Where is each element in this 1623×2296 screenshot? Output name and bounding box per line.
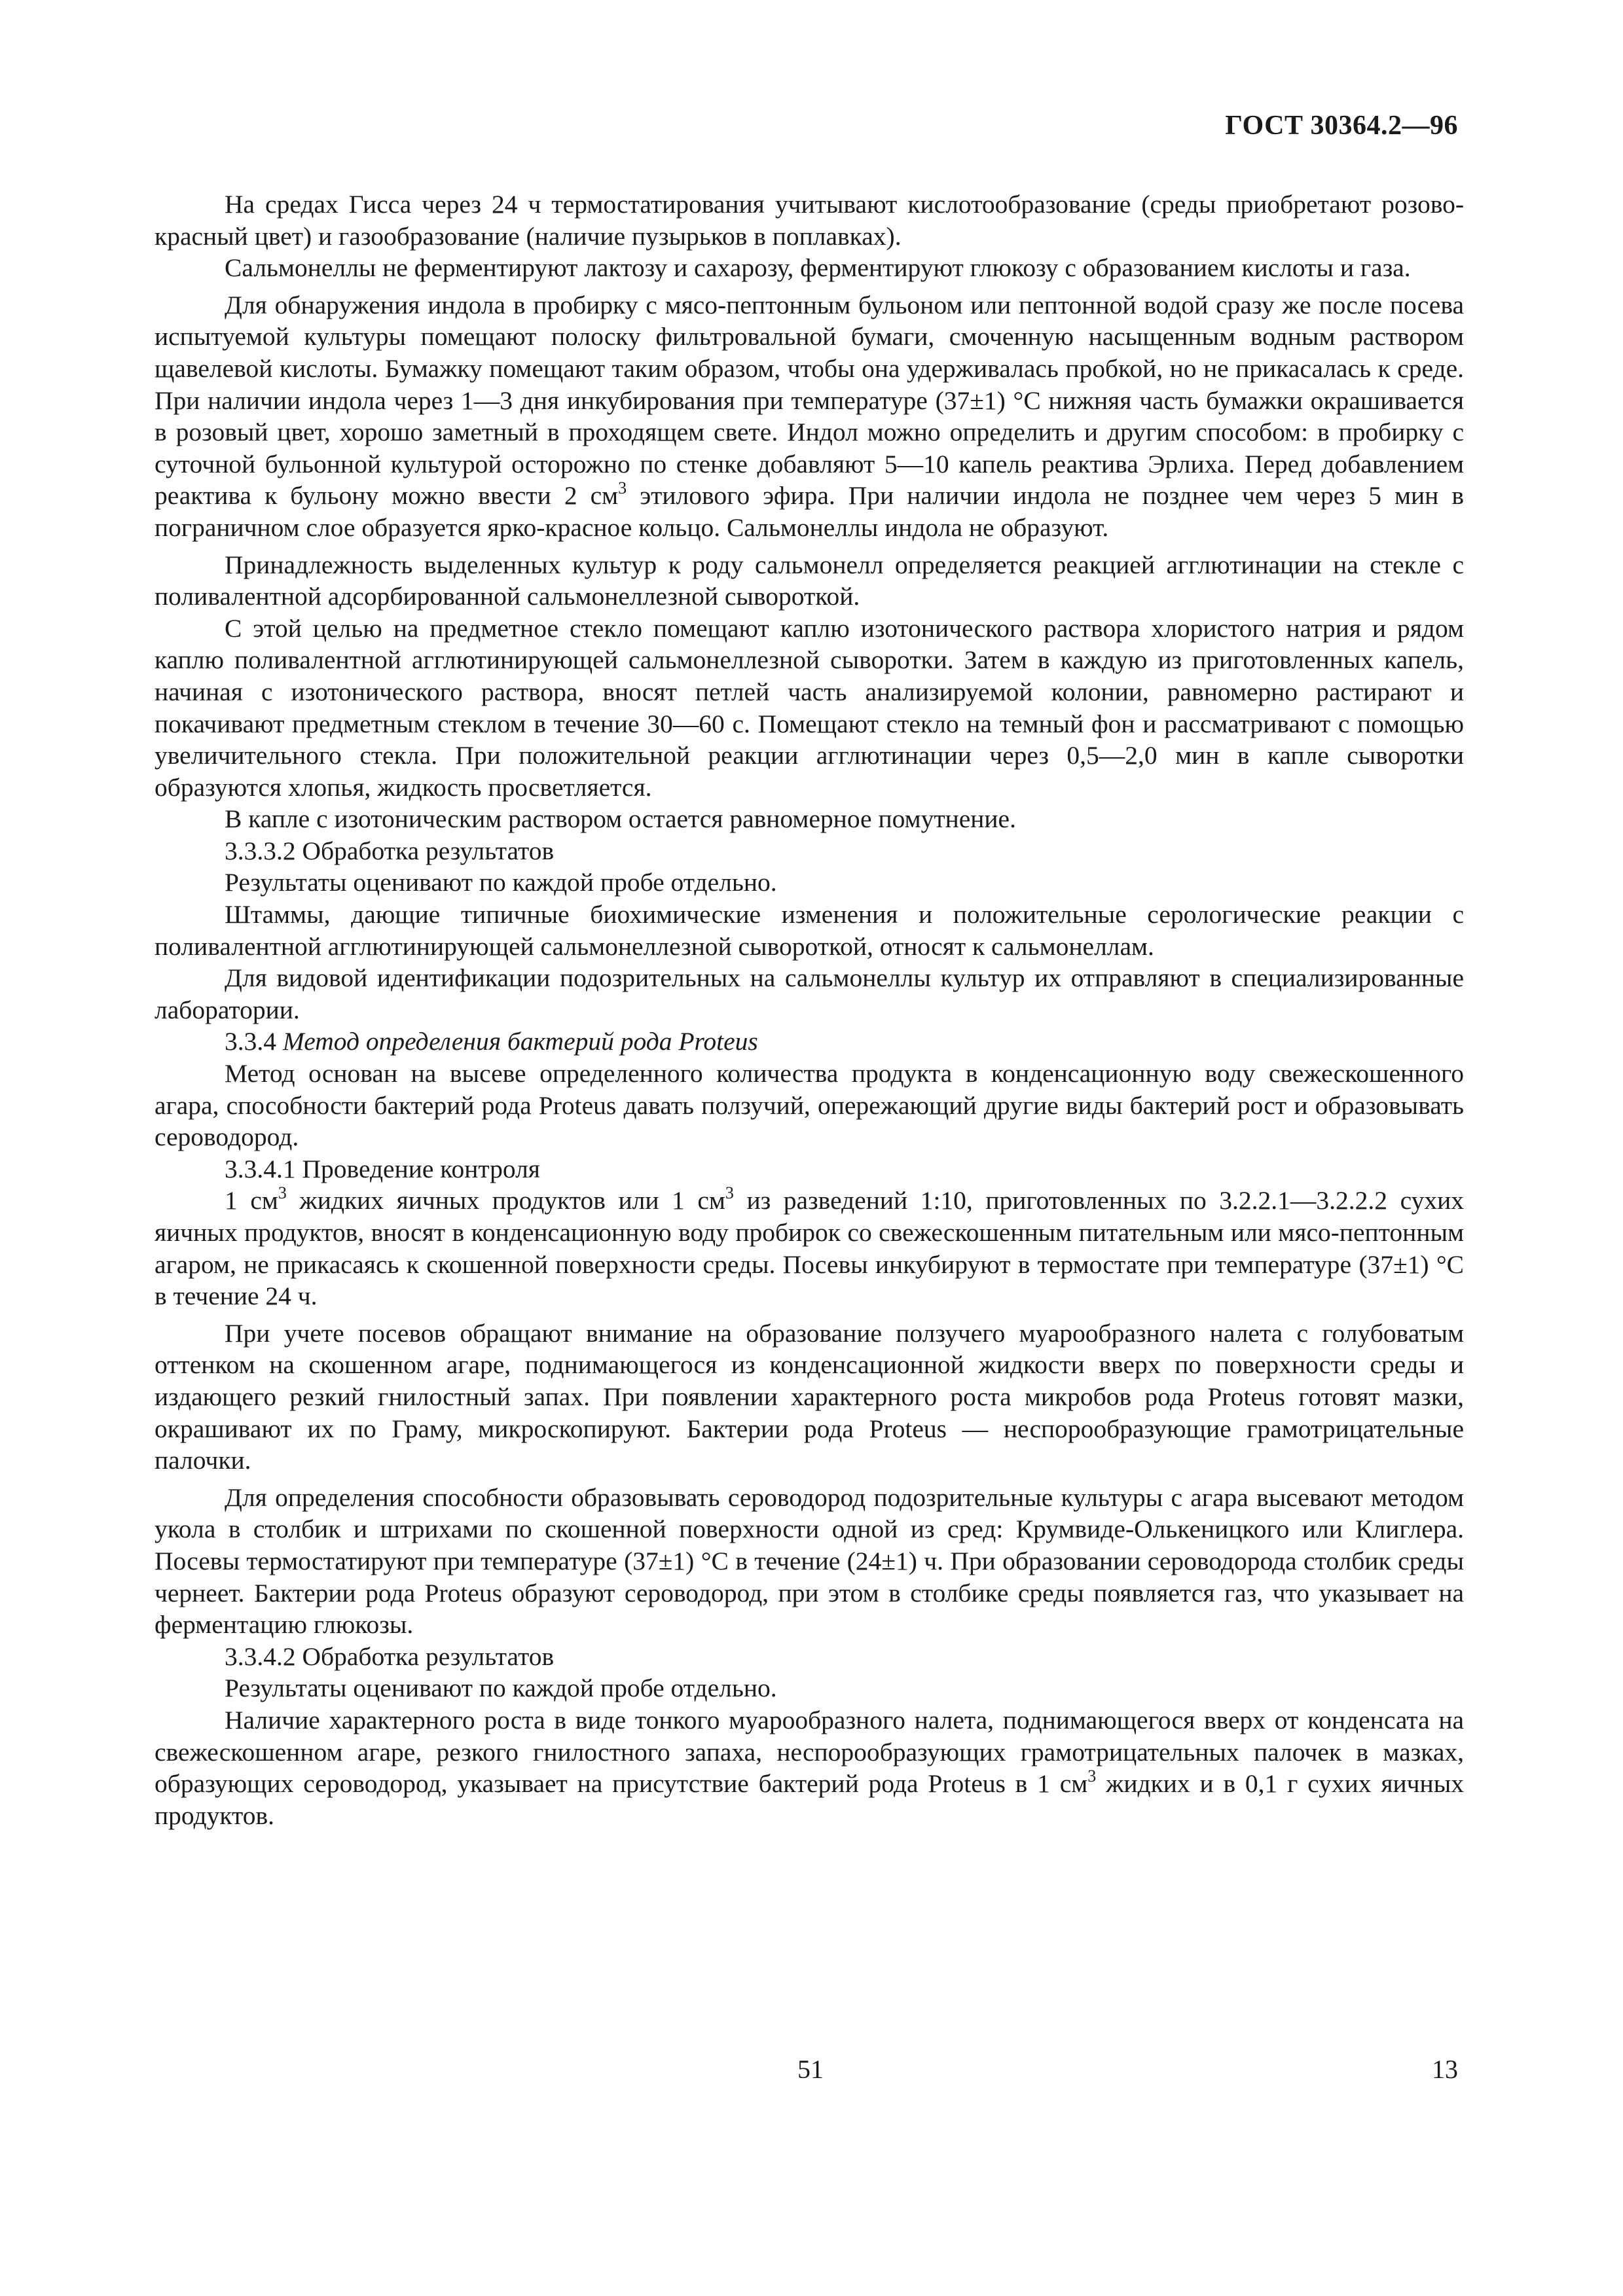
standard-header: ГОСТ 30364.2—96 [1225,111,1458,141]
paragraph: В капле с изотоническим раствором остается равномерное помутнение. [225,804,1016,834]
paragraph: Принадлежность выделенных культур к роду сальмонелл определяется реакцией агглютинации на стекле с поливалентной адсорбированной сальмонеллезной сывороткой. [155,550,1464,611]
section-heading: 3.3.4.2 Обработка результатов [225,1641,555,1671]
paragraph: Сальмонеллы не ферментируют лактозу и сахарозу, ферментируют глюкозу с образованием кислоты и газа. [225,253,1411,283]
paragraph: Метод основан на высеве определенного количества продукта в конденсационную воду свежескошенного агара, способности бактерий рода Proteus давать ползучий, опережающий другие виды бактерий рост и образовывать сероводород. [155,1059,1464,1152]
paragraph: Для видовой идентификации подозрительных на сальмонеллы культур их отправляют в специализированные лаборатории. [155,963,1464,1024]
body-text [155,188,1464,1831]
paragraph: При учете посевов обращают внимание на образование ползучего муарообразного налета с голубоватым оттенком на скошенном агаре, поднимающегося из конденсационной жидкости вверх по поверхности среды и издающего резкий гнилостный запах. При появлении характерного роста микробов рода Proteus готовят мазки, окрашивают их по Граму, микроскопируют. Бактерии рода Proteus — неспорообразующие грамотрицательные палочки. [155,1318,1464,1475]
paragraph: 1 $см^3$ жидких яичных продуктов или 1 $см^3$ из разведений 1:10, приготовленных по 3.2.2.1—3.2.2.2 сухих яичных продуктов, вносят в конденсационную воду пробирок со свежескошенным питательным или мясо-пептонным агаром, не прикасаясь к скошенной поверхности среды. Посевы инкубируют в термостате при температуре (37±1) °С в течение 24 ч. [155,1183,1464,1311]
paragraph: Результаты оценивают по каждой пробе отдельно. [225,1674,777,1703]
paragraph: Для обнаружения индола в пробирку с мясо-пептонным бульоном или пептонной водой сразу же после посева испытуемой культуры помещают полоску фильтровальной бумаги, смоченную насыщенным водным раствором щавелевой кислоты. Бумажку помещают таким образом, чтобы она удерживалась пробкой, но не прикасалась к среде. При наличии индола через 1—3 дня инкубирования при температуре (37±1) °С нижняя часть бумажки окрашивается в розовый цвет, хорошо заметный в проходящем свете. Индол можно определить и другим способом: в пробирку с суточной бульонной культурой осторожно по стенке добавляют 5—10 капель реактива Эрлиха. Перед добавлением реактива к бульону можно ввести 2 $см^3$ этилового эфира. При наличии индола не позднее чем через 5 мин в пограничном слое образуется ярко-красное кольцо. Сальмонеллы индола не образуют. [155,290,1464,542]
paragraph: Штаммы, дающие типичные биохимические изменения и положительные серологические реакции с поливалентной агглютинирующей сальмонеллезной сывороткой, относят к сальмонеллам. [155,900,1464,961]
page-number-right: 13 [1432,2054,1458,2084]
paragraph: Для определения способности образовывать сероводород подозрительные культуры с агара высевают методом укола в столбик и штрихами по скошенной поверхности одной из сред: Крумвиде-Олькеницкого или Клиглера. Посевы термостатируют при температуре (37±1) °С в течение (24±1) ч. При образовании сероводорода столбик среды чернеет. Бактерии рода Proteus образуют сероводород, при этом в столбике среды появляется газ, что указывает на ферментацию глюкозы. [155,1482,1464,1640]
paragraph: На средах Гисса через 24 ч термостатирования учитывают кислотообразование (среды приобретают розово-красный цвет) и газообразование (наличие пузырьков в поплавках). [155,190,1464,251]
section-heading: 3.3.4.1 Проведение контроля [225,1154,540,1183]
paragraph: Наличие характерного роста в виде тонкого муарообразного налета, поднимающегося вверх от конденсата на свежескошенном агаре, резкого гнилостного запаха, неспорообразующих грамотрицательных палочек в мазках, образующих сероводород, указывает на присутствие бактерий рода Proteus в 1 $см^3$ жидких и в 0,1 г сухих яичных продуктов. [155,1705,1464,1830]
paragraph: Результаты оценивают по каждой пробе отдельно. [225,868,777,897]
paragraph: С этой целью на предметное стекло помещают каплю изотонического раствора хлористого натрия и рядом каплю поливалентной агглютинирующей сальмонеллезной сыворотки. Затем в каждую из приготовленных капель, начиная с изотонического раствора, вносят петлей часть анализируемой колонии, равномерно растирают и покачивают предметным стеклом в течение 30—60 с. Помещают стекло на темный фон и рассматривают с помощью увеличительного стекла. При положительной реакции агглютинации через 0,5—2,0 мин в капле сыворотки образуются хлопья, жидкость просветляется. [155,613,1464,802]
page-number-center: 51 [797,2054,824,2084]
section-heading: 3.3.4 Метод определения бактерий рода Proteus [225,1027,758,1056]
section-heading: 3.3.3.2 Обработка результатов [225,836,555,865]
